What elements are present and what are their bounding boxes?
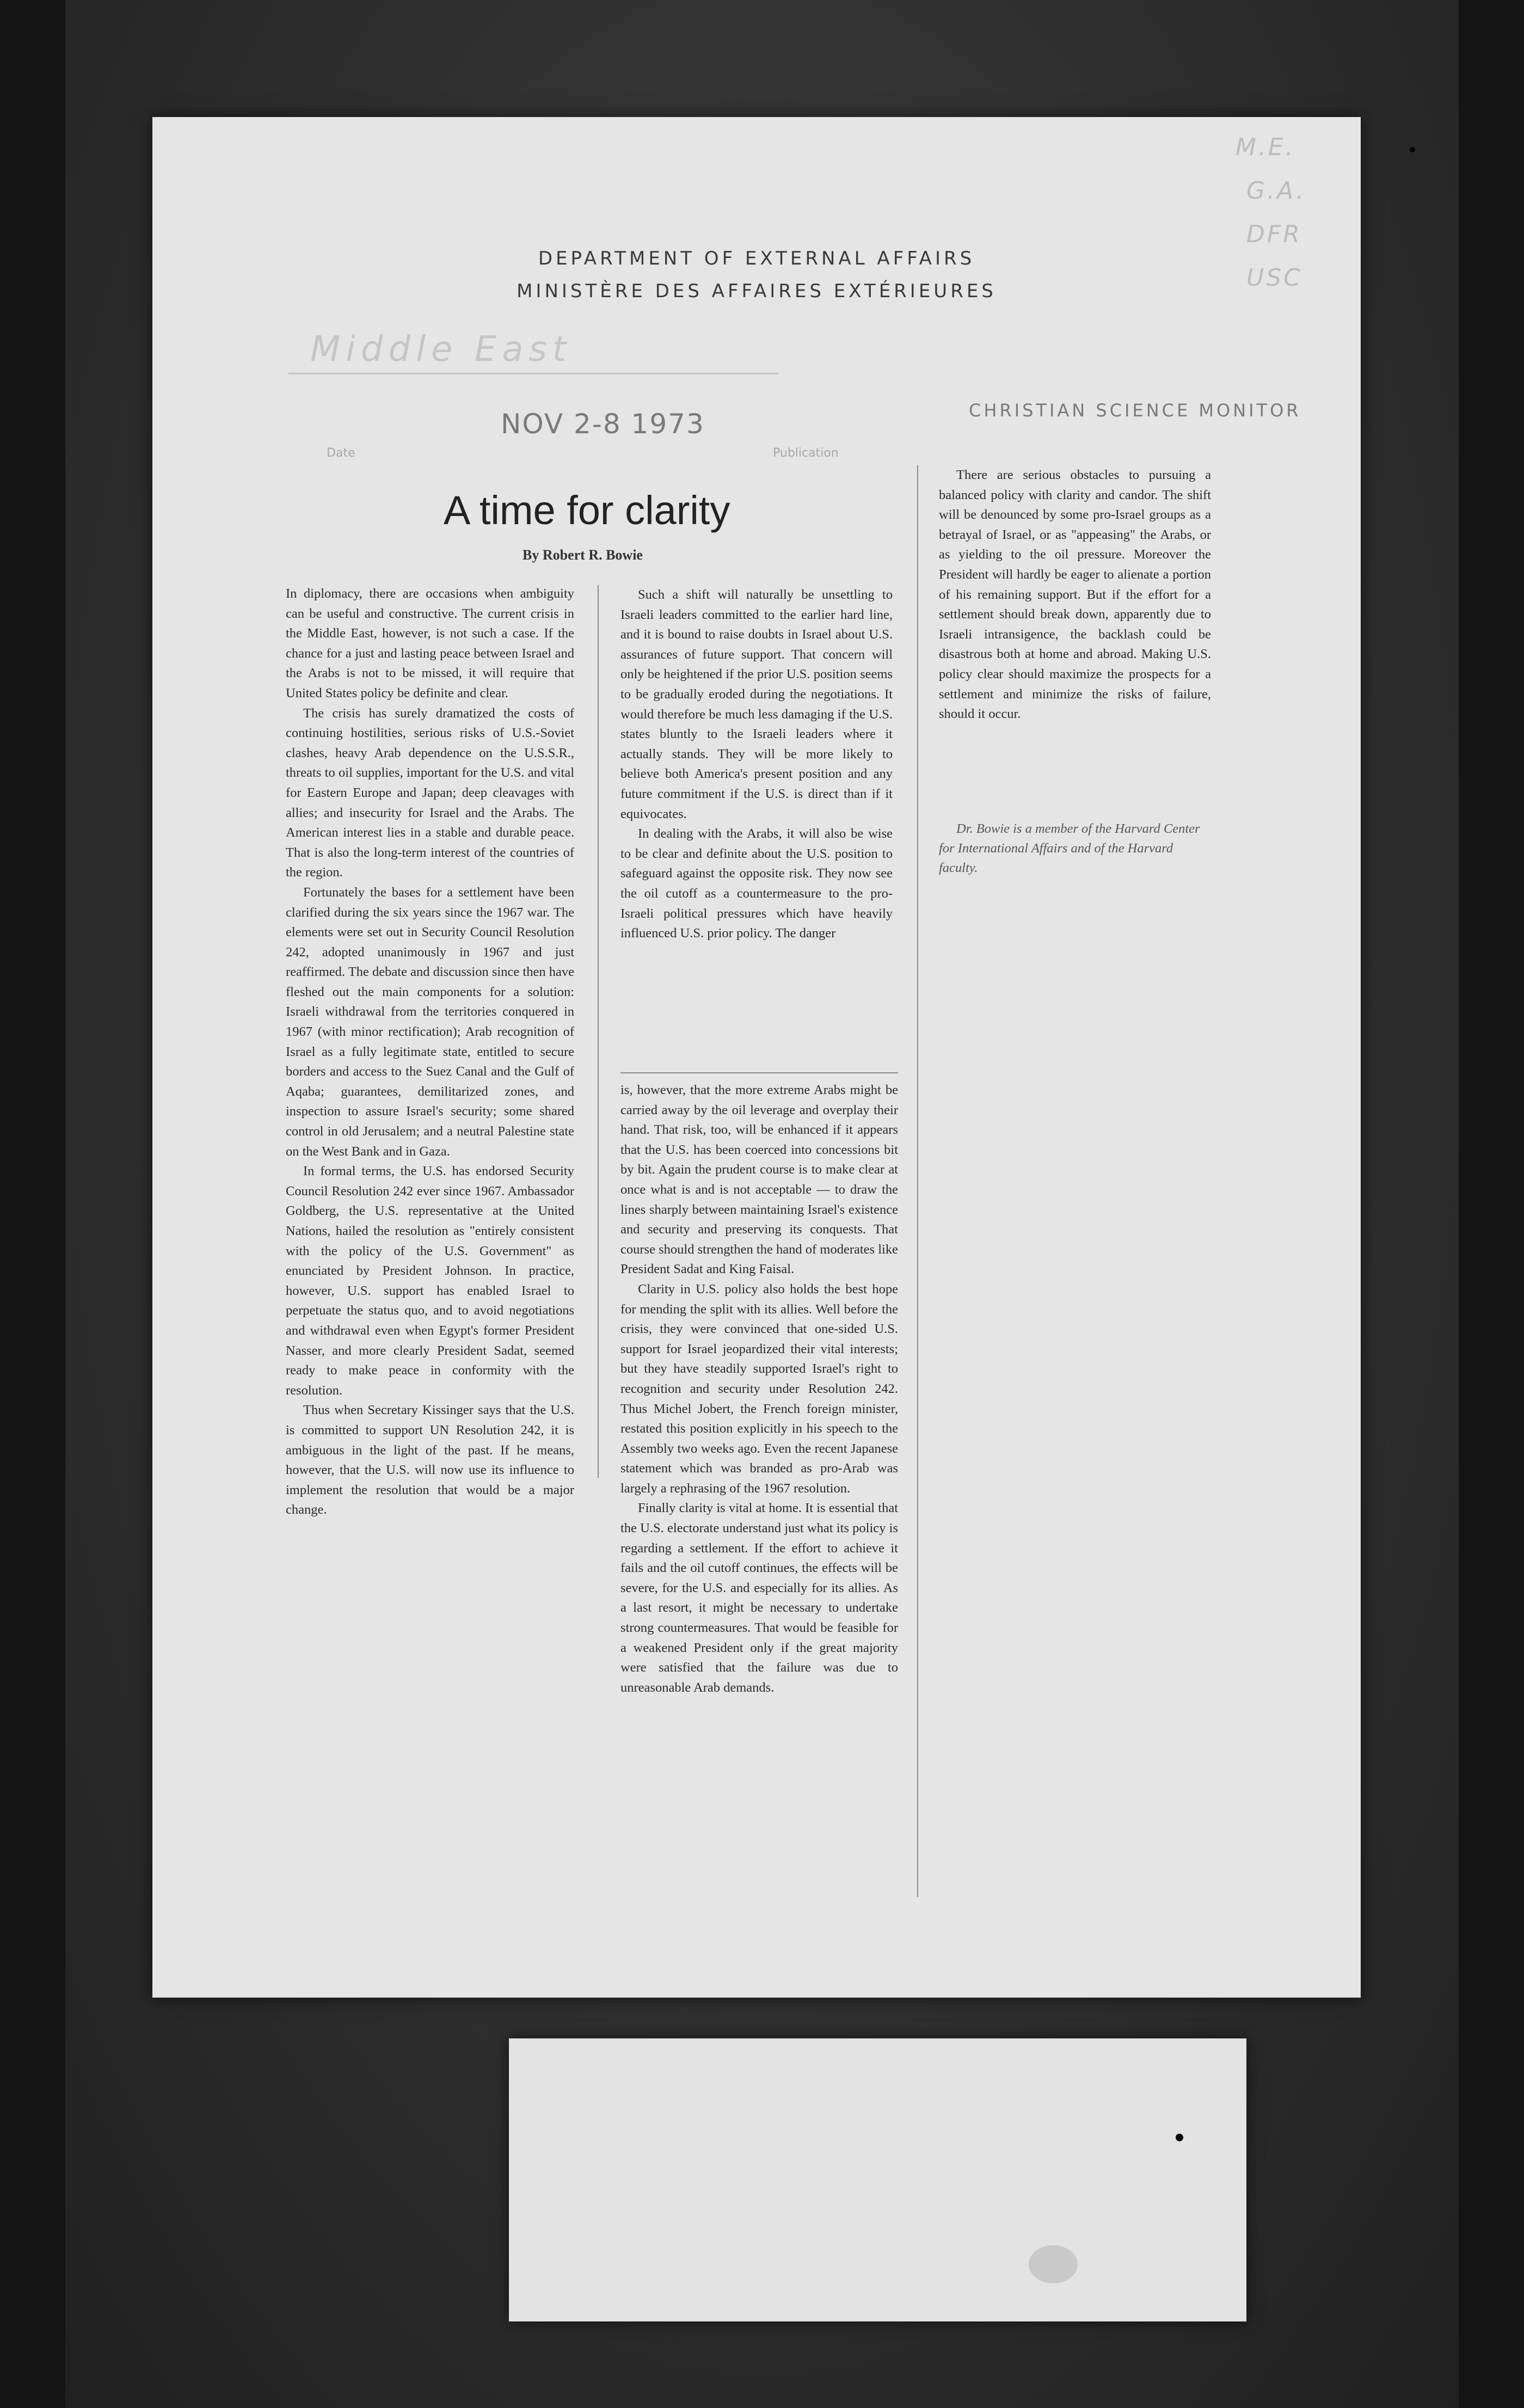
column-2 bbox=[620, 585, 893, 944]
paragraph: Finally clarity is vital at home. It is essential that the U.S. electorate understand just what its policy is regarding a settlement. If the effort to achieve it fails and the oil cutoff continues, the effects will be severe, for the U.S. and especially for its allies. As a last resort, it might be necessary to undertake strong countermeasures. That would be feasible for a weakened President only if the great majority were satisfied that the failure was due to unreasonable Arab demands. bbox=[620, 1501, 898, 1695]
paragraph: Thus when Secretary Kissinger says that the U.S. is committed to support UN Resolution 242, it is ambiguous in the light of the past. If he means, however, that the U.S. will now use its influence to implement the resolution that would be a major change. bbox=[286, 1403, 574, 1518]
date-label: Date bbox=[327, 446, 355, 460]
slip-smudge bbox=[1029, 2245, 1078, 2283]
paragraph: is, however, that the more extreme Arabs might be carried away by the oil leverage and overplay their hand. That risk, too, will be enhanced if it appears that the U.S. has been coerced into concessions bit by bit. Again the prudent course is to make clear at once what is and is not acceptable — to draw the lines sharply between maintaining Israel's existence and security and preserving its conquests. That course should strengthen the hand of moderates like President Sadat and King Faisal. bbox=[620, 1083, 898, 1277]
pencil-note-2: G.A. bbox=[1246, 177, 1306, 205]
left-border bbox=[0, 0, 65, 2408]
clipping-page bbox=[152, 117, 1361, 1998]
paragraph: In diplomacy, there are occasions when ambiguity can be useful and constructive. The current crisis in the Middle East, however, is not such a case. If the chance for a just and lasting peace between Israel and the Arabs is not to be missed, it will require that United States policy be definite and clear. bbox=[286, 586, 574, 701]
paragraph: In dealing with the Arabs, it will also be wise to be clear and definite about the U.S. position to safeguard against the opposite risk. They now see the oil cutoff as a countermeasure to the pro-Israeli political pressures which have heavily influenced U.S. prior policy. The danger bbox=[620, 826, 893, 941]
department-fr: MINISTÈRE DES AFFAIRES EXTÉRIEURES bbox=[517, 280, 997, 302]
date-stamp: NOV 2-8 1973 bbox=[501, 408, 705, 440]
publication-label: Publication bbox=[773, 446, 839, 460]
publication-source: CHRISTIAN SCIENCE MONITOR bbox=[969, 400, 1301, 421]
paragraph: Clarity in U.S. policy also holds the best hope for mending the split with its allies. Well before the crisis, they were convinced that one-sided U.S. support for Israel jeopardized their vital interests; but they have steadily supported Israel's right to recognition and security under Resolution 242. Thus Michel Jobert, the French foreign minister, restated this position explicitly in his speech to the Assembly two weeks ago. Even the recent Japanese statement which was branded as pro-Arab was largely a rephrasing of the 1967 resolution. bbox=[620, 1281, 898, 1496]
pencil-note-1: M.E. bbox=[1236, 133, 1295, 161]
article-byline: By Robert R. Bowie bbox=[523, 547, 643, 563]
column-rule bbox=[598, 585, 599, 1478]
column-rule bbox=[917, 465, 918, 1897]
paragraph: Fortunately the bases for a settlement have been clarified during the six years since the 1967 war. The elements were set out in Security Council Resolution 242, adopted unanimously in 1967 and just reaffirmed. The debate and discussion since then have fleshed out the main components for a solution: Israeli withdrawal from the territories conquered in 1967 (with minor rectification); Arab recognition of Israel as a fully legitimate state, entitled to secure borders and access to the Suez Canal and the Gulf of Aqaba; guarantees, demilitarized zones, and inspection to assure Israel's security; some shared control in old Jerusalem; and a neutral Palestine state on the West Bank and in Gaza. bbox=[286, 884, 574, 1159]
department-en: DEPARTMENT OF EXTERNAL AFFAIRS bbox=[538, 248, 975, 269]
pencil-note-3: DFR bbox=[1246, 220, 1302, 248]
right-border bbox=[1459, 0, 1524, 2408]
film-speck bbox=[1410, 147, 1415, 152]
subject-underline bbox=[288, 373, 778, 374]
column-4 bbox=[939, 465, 1211, 724]
paragraph: The crisis has surely dramatized the costs of continuing hostilities, serious risks of U.S.-Soviet clashes, heavy Arab dependence on the U.S.S.R., threats to oil supplies, important for the U.S. and vital for Eastern Europe and Japan; deep cleavages with allies; and insecurity for Israel and the Arabs. The American interest lies in a stable and durable peace. That is also the long-term interest of the countries of the region. bbox=[286, 705, 574, 880]
article-title: A time for clarity bbox=[444, 488, 730, 533]
pencil-note-4: USC bbox=[1246, 264, 1302, 292]
author-bio: Dr. Bowie is a member of the Harvard Center for International Affairs and of the Harvard faculty. bbox=[939, 821, 1200, 875]
film-speck bbox=[1176, 2134, 1183, 2141]
pencil-subject: Middle East bbox=[310, 329, 572, 370]
paragraph: In formal terms, the U.S. has endorsed Security Council Resolution 242 ever since 1967. Ambassador Goldberg, the U.S. representative at the United Nations, hailed the resolution as "entirely consistent with the policy of the U.S. Government" as enunciated by President Johnson. In practice, however, U.S. support has enabled Israel to perpetuate the status quo, and to avoid negotiations and withdrawal even when Egypt's former President Nasser, and more clearly President Sadat, seemed ready to make peace in conformity with the resolution. bbox=[286, 1164, 574, 1398]
column-1 bbox=[286, 584, 574, 1520]
blank-slip bbox=[509, 2038, 1246, 2321]
column-3 bbox=[620, 1080, 898, 1698]
jump-rule bbox=[620, 1072, 898, 1073]
paragraph: There are serious obstacles to pursuing a balanced policy with clarity and candor. The shift will be denounced by some pro-Israel groups as a betrayal of Israel, or as "appeasing" the Arabs, or as yielding to the oil pressure. Moreover the President will hardly be eager to alienate a portion of his remaining support. But if the effort for a settlement should break down, apparently due to Israeli intransigence, the backlash could be disastrous both at home and abroad. Making U.S. policy clear should maximize the prospects for a settlement and minimize the risks of failure, should it occur. bbox=[939, 468, 1211, 722]
paragraph: Such a shift will naturally be unsettling to Israeli leaders committed to the earlier hard line, and it is bound to raise doubts in Israel about U.S. assurances of future support. That concern will only be heightened if the prior U.S. position seems to be gradually eroded during the negotiations. It would therefore be much less damaging if the U.S. states bluntly to the Israeli leaders where it actually stands. They will be more likely to believe both America's present position and any future commitment if the U.S. is direct than if it equivocates. bbox=[620, 587, 893, 821]
